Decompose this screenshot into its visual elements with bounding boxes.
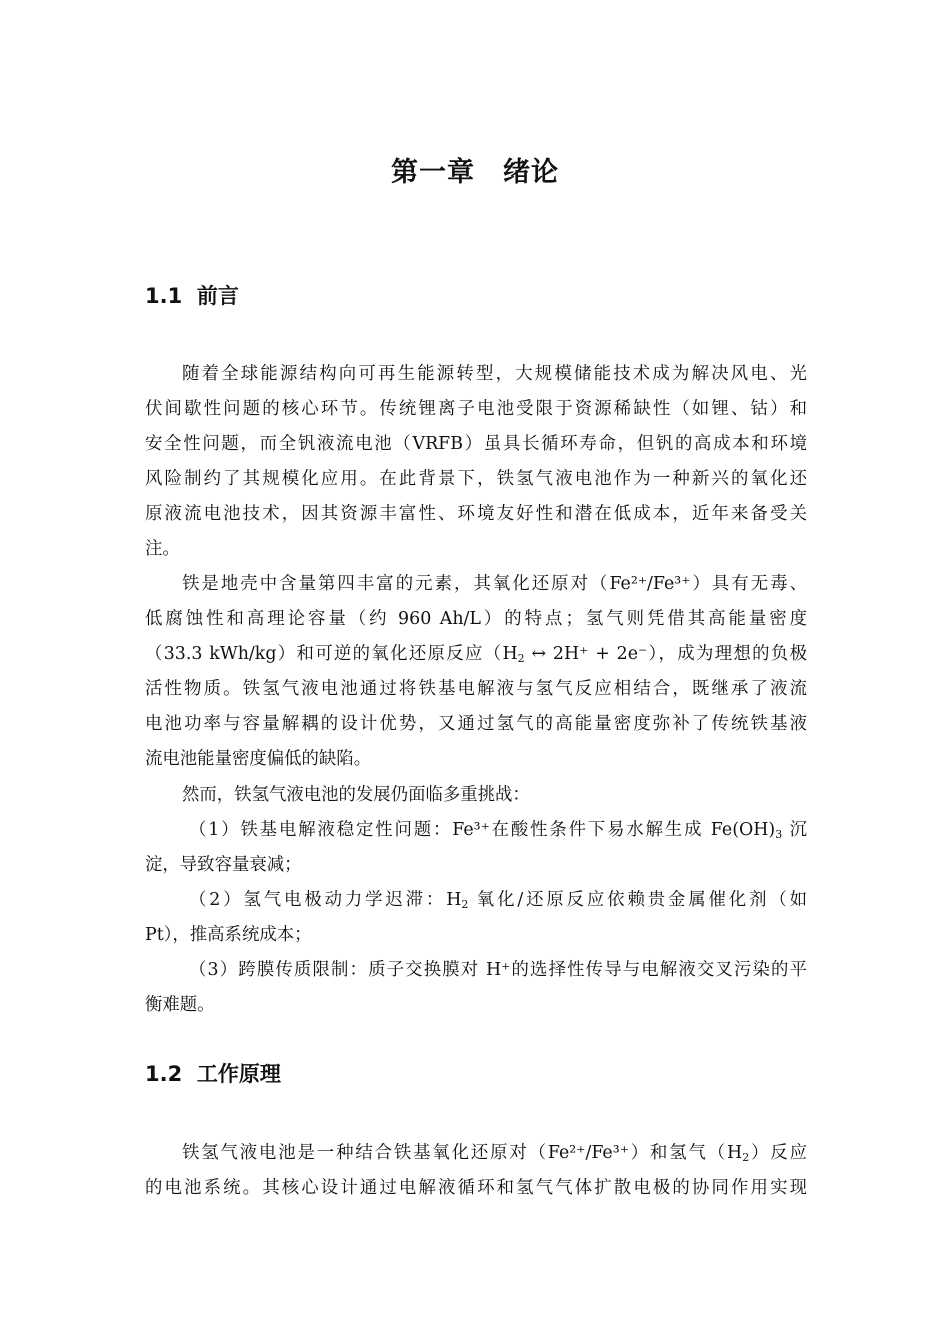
paragraph-line: [145, 642, 807, 666]
paragraph-line: 流电池能量密度偏低的缺陷。: [145, 749, 372, 769]
text-run: ）反应: [749, 1143, 807, 1163]
text-run: 沉: [782, 820, 807, 840]
chapter-title: 第一章 绪论: [391, 157, 559, 188]
text-run: ↔ 2H⁺ + 2e⁻），成为理想的负极: [524, 644, 807, 664]
subscript: 2: [517, 652, 525, 665]
paragraph-line: 随着全球能源结构向可再生能源转型，大规模储能技术成为解决风电、光: [182, 364, 807, 384]
section-title-1-2: 1.2 工作原理: [145, 1062, 281, 1086]
paragraph-line: 风险制约了其规模化应用。在此背景下，铁氢气液电池作为一种新兴的氧化还: [145, 469, 807, 489]
text-run: （33.3 kWh/kg）和可逆的氧化还原反应（H: [145, 644, 518, 664]
paragraph-line: 原液流电池技术，因其资源丰富性、环境友好性和潜在低成本，近年来备受关: [145, 504, 807, 524]
paragraph-line: 低腐蚀性和高理论容量（约 960 Ah/L）的特点；氢气则凭借其高能量密度: [145, 609, 807, 629]
subscript: 3: [775, 828, 783, 841]
text-run: （1）铁基电解液稳定性问题：Fe³⁺在酸性条件下易水解生成 Fe(OH): [189, 820, 776, 840]
subscript: 2: [742, 1151, 750, 1164]
challenge-item-3: （3）跨膜传质限制：质子交换膜对 H⁺的选择性传导与电解液交叉污染的平: [189, 960, 807, 980]
paragraph-line: [182, 1141, 807, 1165]
text-run: （2）氢气电极动力学迟滞：H: [189, 890, 462, 910]
paragraph-line: 然而，铁氢气液电池的发展仍面临多重挑战：: [182, 785, 530, 805]
paragraph-line: Pt），推高系统成本；: [145, 925, 312, 945]
section-title-1-1: 1.1 前言: [145, 284, 239, 308]
paragraph-line: 衡难题。: [145, 995, 215, 1015]
paragraph-line: 的电池系统。其核心设计通过电解液循环和氢气气体扩散电极的协同作用实现: [145, 1178, 807, 1198]
paragraph-line: 淀，导致容量衰减；: [145, 855, 302, 875]
paragraph-line: 铁是地壳中含量第四丰富的元素，其氧化还原对（Fe²⁺/Fe³⁺）具有无毒、: [182, 574, 807, 594]
challenge-item-1: [189, 818, 807, 842]
paragraph-line: 注。: [145, 539, 180, 559]
paragraph-line: 活性物质。铁氢气液电池通过将铁基电解液与氢气反应相结合，既继承了液流: [145, 679, 807, 699]
paragraph-line: 电池功率与容量解耦的设计优势，又通过氢气的高能量密度弥补了传统铁基液: [145, 714, 807, 734]
paragraph-line: 伏间歇性问题的核心环节。传统锂离子电池受限于资源稀缺性（如锂、钴）和: [145, 399, 807, 419]
text-run: 铁氢气液电池是一种结合铁基氧化还原对（Fe²⁺/Fe³⁺）和氢气（H: [182, 1143, 743, 1163]
subscript: 2: [461, 898, 469, 911]
paragraph-line: 安全性问题，而全钒液流电池（VRFB）虽具长循环寿命，但钒的高成本和环境: [145, 434, 807, 454]
challenge-item-2: [189, 888, 807, 912]
text-run: 氧化/还原反应依赖贵金属催化剂（如: [468, 890, 808, 910]
